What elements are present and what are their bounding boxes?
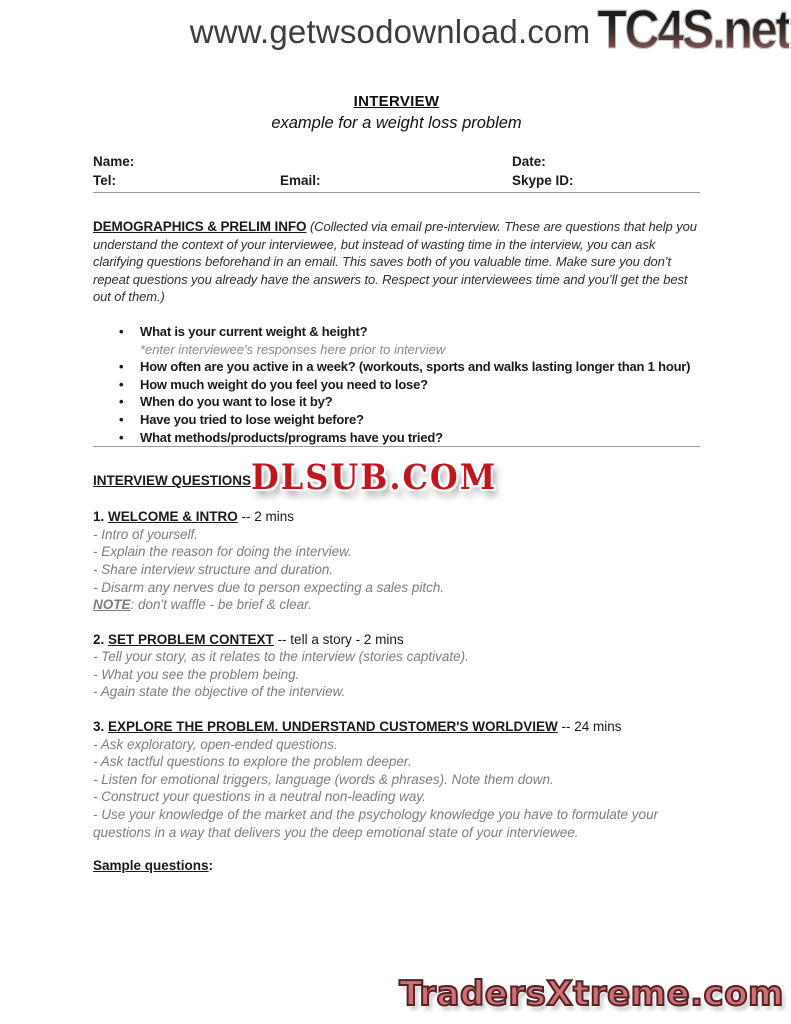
section-line: - Ask tactful questions to explore the problem deeper. [93,754,412,770]
section-title: SET PROBLEM CONTEXT [108,631,274,647]
tradersxtreme-logo: TradersXtreme.com [399,974,784,1014]
section-title: WELCOME & INTRO [108,509,238,525]
section-duration: -- 2 mins [241,509,295,525]
date-field-label: Date: [512,154,546,169]
section-explore-problem [93,718,700,841]
note-text: : don't waffle - be brief & clear. [130,597,312,613]
interview-questions-row [93,456,700,508]
divider-top [93,192,700,193]
list-item [140,358,700,376]
section-line: - What you see the problem being. [93,666,300,682]
section-line: - Explain the reason for doing the interview. [93,544,352,560]
demographics-intro: (Collected via email pre-interview. These are questions that help you understand the context of your interviewee, but instead of wasting time in the interview, you can ask clarifying questions beforehand in an email. This saves both of you valuable time. Make sure you don’t repeat questions you already have the answers to. Respect your interviewees time and you’ll get the best out of them.) [93,219,697,305]
section-duration: -- 24 mins [561,719,622,735]
watermark-top-url: www.getwsodownload.com [189,13,591,50]
section-number: 3. [93,719,105,735]
skype-field-label: Skype ID: [512,173,574,188]
list-item [140,393,700,411]
tc4s-logo: TC4S.net [596,0,789,60]
section-heading [93,508,700,526]
section-line: - Share interview structure and duration. [93,561,334,577]
contact-fields [93,154,700,192]
page-subtitle: example for a weight loss problem [271,114,522,132]
bullet-note: *enter interviewee's responses here prior to interview [140,341,446,357]
tel-field-label: Tel: [93,173,116,188]
section-welcome-intro [93,508,700,614]
sample-questions-colon: : [208,858,214,874]
bullet-text: What is your current weight & height? [140,323,368,339]
divider-mid [93,446,700,447]
note-label: NOTE [93,597,131,613]
bullet-text: How much weight do you feel you need to lose? [140,376,428,392]
section-heading [93,718,700,736]
section-line: - Intro of yourself. [93,526,199,542]
section-note [93,596,700,614]
bullet-text: How often are you active in a week? (workouts, sports and walks lasting longer than 1 hour) [140,359,691,375]
section-line: - Use your knowledge of the market and the psychology knowledge you have to formulate your questions in a way that delivers you the deep emotional state of your interviewee. [93,807,659,840]
section-line: - Disarm any nerves due to person expecting a sales pitch. [93,579,445,595]
prelim-question-list [93,323,700,446]
bullet-text: What methods/products/programs have you tried? [140,429,443,445]
section-line: - Again state the objective of the interview. [93,684,346,700]
email-field-label: Email: [280,173,321,188]
section-line: - Listen for emotional triggers, language (words & phrases). Note them down. [93,771,554,787]
section-title: EXPLORE THE PROBLEM. UNDERSTAND CUSTOMER'S WORLDVIEW [108,719,558,735]
list-item [140,411,700,429]
section-duration: -- tell a story - 2 mins [277,631,404,647]
demographics-heading: DEMOGRAPHICS & PRELIM INFO [93,219,307,234]
demographics-paragraph [93,218,700,306]
section-number: 2. [93,631,105,647]
document-body [93,0,700,873]
section-heading [93,631,700,649]
section-line: - Tell your story, as it relates to the interview (stories captivate). [93,649,469,665]
sample-questions-heading [93,858,700,873]
interview-questions-heading: INTERVIEW QUESTIONS [93,473,252,489]
section-set-problem-context [93,631,700,701]
section-number: 1. [93,509,105,525]
page-title: INTERVIEW [353,93,440,110]
bullet-text: Have you tried to lose weight before? [140,411,364,427]
name-field-label: Name: [93,154,135,169]
list-item [140,323,700,358]
list-item [140,429,700,447]
dlsub-logo: DLSUB.COM [251,456,498,498]
section-line: - Ask exploratory, open-ended questions. [93,736,338,752]
bullet-text: When do you want to lose it by? [140,394,333,410]
sample-questions-label: Sample questions [93,858,209,874]
list-item [140,376,700,394]
section-line: - Construct your questions in a neutral non-leading way. [93,789,426,805]
